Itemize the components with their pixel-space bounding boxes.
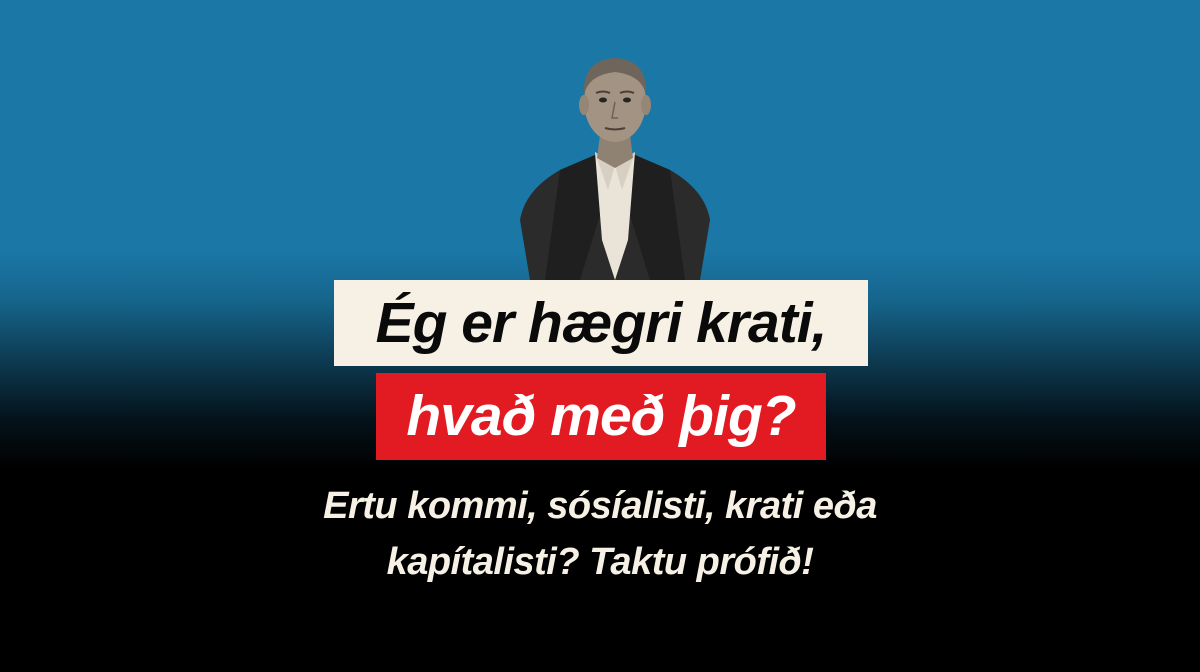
headline-line-2: hvað með þig? bbox=[376, 373, 826, 460]
subtitle-line-2: kapítalisti? Taktu prófið! bbox=[386, 541, 814, 583]
politician-portrait bbox=[500, 40, 730, 280]
headline-line-1: Ég er hægri krati, bbox=[334, 280, 868, 366]
subtitle-line-1: Ertu kommi, sósíalisti, krati eða bbox=[323, 485, 877, 527]
subtitle bbox=[200, 478, 1000, 590]
